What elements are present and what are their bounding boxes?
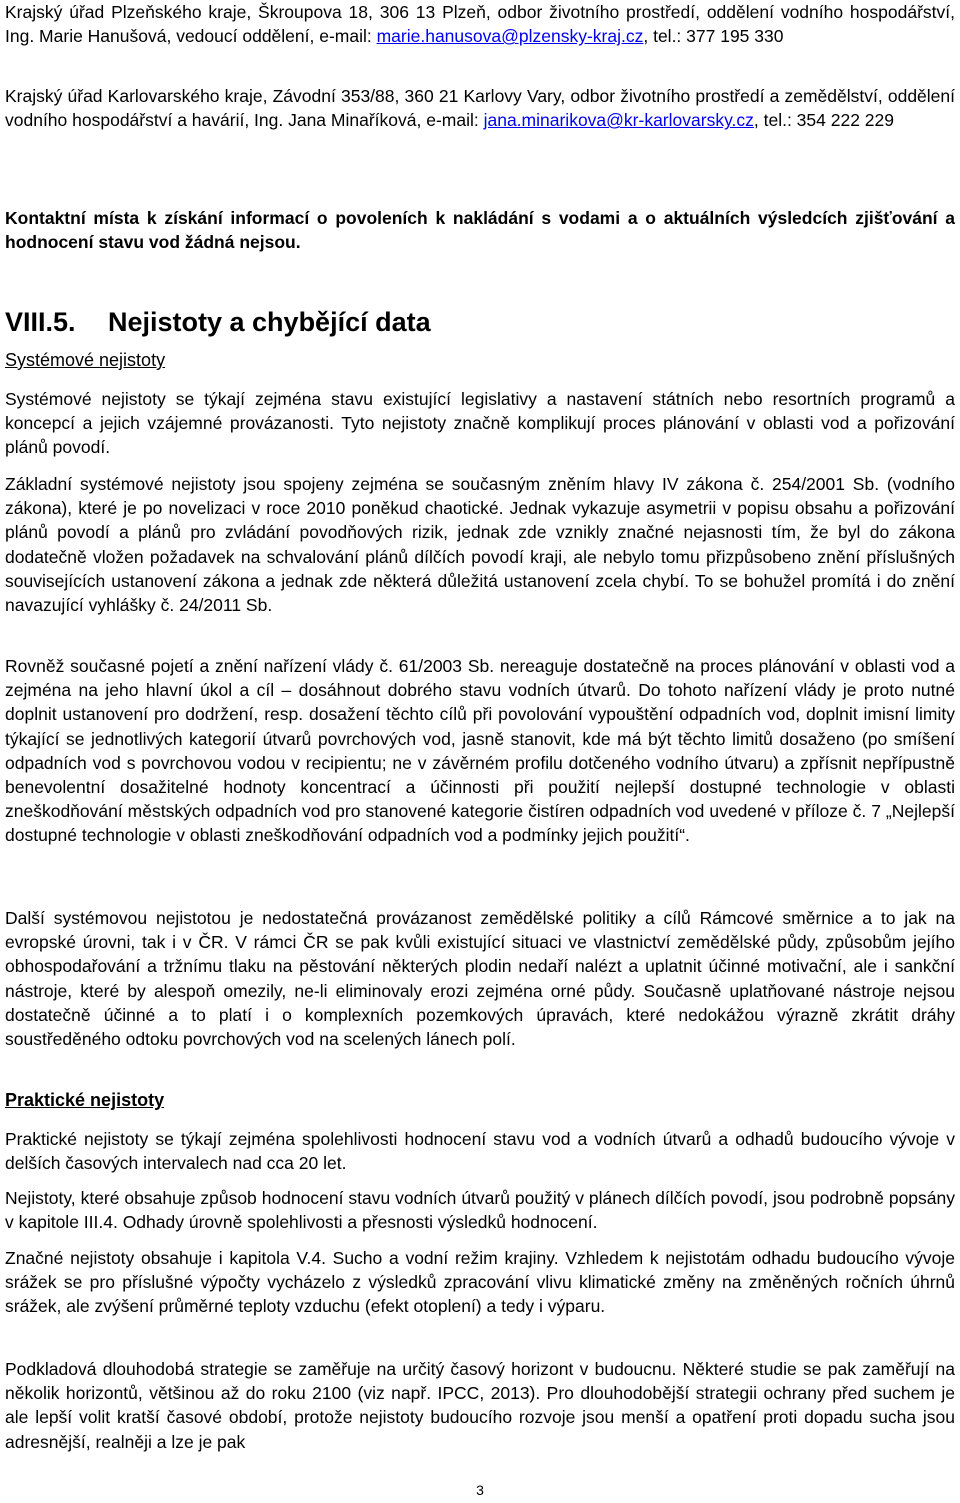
email-link[interactable]: jana.minarikova@kr-karlovarsky.cz [483,110,754,131]
practical-p2: Nejistoty, které obsahuje způsob hodnocení stavu vodních útvarů použitý v plánech dílčích povodí, jsou podrobně popsány v kapitole III.4. Odhady úrovně spolehlivosti a přesnosti výsledků hodnocení. [5,1188,955,1233]
page-number: 3 [476,1482,484,1498]
systemic-p4: Další systémovou nejistotou je nedostatečná provázanost zemědělské politiky a cílů Rámcové směrnice a to jak na evropské úrovni, tak i v ČR. V rámci ČR se pak kvůli existující situaci ve vlastnictví zemědělské půdy, způsobům jejího obhospodařování a tržnímu tlaku na pěstování některých plodin nedaří nalézt a uplatnit účinné motivační, ale i sankční nástroje, které by alespoň omezily, ne-li eliminovaly erozi zejména orné půdy. Současně uplatňované nástroje nejsou dostatečně účinné a to platí i o komplexních pozemkových úpravách, které nedokážou výrazně zkrátit dráhy soustředěného odtoku povrchových vod na scelených lánech polí. [5,908,955,1050]
section-heading [5,305,955,339]
no-contact-note: Kontaktní místa k získání informací o povoleních k nakládání s vodami a o aktuálních výsledcích zjišťování a hodnocení stavu vod žádná nejsou. [5,208,955,253]
contact-paragraph: Krajský úřad Plzeňského kraje, Škroupova 18, 306 13 Plzeň, odbor životního prostředí, oddělení vodního hospodářství, Ing. Marie Hanušová, vedoucí oddělení, e-mail: marie.hanusova@plzensky-kraj.cz, tel.: 377 195 330 [5,2,955,47]
section-number: VIII.5. [5,307,76,337]
systemic-p2: Základní systémové nejistoty jsou spojeny zejména se současným zněním hlavy IV zákona č. 254/2001 Sb. (vodního zákona), které je po novelizaci v roce 2010 poněkud chaotické. Jednak vykazuje asymetrii v popisu obsahu a pořizování plánů povodí a plánů pro zvládání povodňových rizik, jednak zde vznikly značné nejasnosti tím, že byl do zákona dodatečně vložen požadavek na schvalování plánů dílčích povodí kraji, ale nebylo tomu přizpůsobeno znění příslušných souvisejících ustanovení zákona a jednak zde některá důležitá ustanovení zcela chybí. To se bohužel promítá i do znění navazující vyhlášky č. 24/2011 Sb. [5,474,955,616]
email-link[interactable]: marie.hanusova@plzensky-kraj.cz [376,26,644,47]
systemic-p1: Systémové nejistoty se týkají zejména stavu existující legislativy a nastavení státních nebo resortních programů a koncepcí a jejich vzájemné provázanosti. Tyto nejistoty značně komplikují proces plánování v oblasti vod a pořizování plánů povodí. [5,389,955,458]
practical-p1: Praktické nejistoty se týkají zejména spolehlivosti hodnocení stavu vod a vodních útvarů a odhadů budoucího vývoje v delších časových intervalech nad cca 20 let. [5,1129,955,1174]
subheading-practical: Praktické nejistoty [5,1090,165,1110]
subheading-systemic: Systémové nejistoty [5,350,166,370]
practical-p3: Značné nejistoty obsahuje i kapitola V.4. Sucho a vodní režim krajiny. Vzhledem k nejistotám odhadu budoucího vývoje srážek se pro příslušné výpočty vycházelo z výsledků zpracování vlivu klimatické změny na změněných ročních úhrnů srážek, ale zvýšení průměrné teploty vzduchu (efekt otoplení) a tedy i výparu. [5,1248,955,1317]
contact-paragraph: Krajský úřad Karlovarského kraje, Závodní 353/88, 360 21 Karlovy Vary, odbor životního prostředí a zemědělství, oddělení vodního hospodářství a havárií, Ing. Jana Minaříková, e-mail: jana.minarikova@kr-karlovarsky.cz, tel.: 354 222 229 [5,86,955,131]
practical-p4: Podkladová dlouhodobá strategie se zaměřuje na určitý časový horizont v budoucnu. Některé studie se pak zaměřují na několik horizontů, většinou až do roku 2100 (viz např. IPCC, 2013). Pro dlouhodobější strategii ochrany před suchem je ale lepší volit kratší časové období, protože nejistoty budoucího rozvoje jsou menší a opatření proti dopadu sucha jsou adresnější, realněji a lze je pak [5,1359,955,1452]
section-title: Nejistoty a chybějící data [108,307,431,337]
systemic-p3: Rovněž současné pojetí a znění nařízení vlády č. 61/2003 Sb. nereaguje dostatečně na proces plánování v oblasti vod a zejména na jeho hlavní úkol a cíl – dosáhnout dobrého stavu vodních útvarů. Do tohoto nařízení vlády je proto nutné doplnit ustanovení pro dodržení, resp. dosažení těchto cílů při povolování vypouštění odpadních vod, doplnit imisní limity týkající se jednotlivých kategorií útvarů povrchových vod, jasně stanovit, kde má být těchto limitů dosaženo (po smíšení odpadních vod s povrchovou vodou v recipientu; ne v závěrném profilu dotčeného vodního útvaru) a zpřísnit nepřípustně benevolentní dosažitelné hodnoty koncentrací a účinnosti při použití nejlepší dostupné technologie v oblasti zneškodňování městských odpadních vod pro stanovené kategorie čistíren odpadních vod uvedené v příloze č. 7 „Nejlepší dostupné technologie v oblasti zneškodňování odpadních vod a podmínky jejich použití“. [5,656,955,846]
systemic-section [5,348,955,372]
practical-section [5,1088,955,1112]
contact-karlovy-vary [5,84,955,132]
contact-plzen [5,0,955,48]
